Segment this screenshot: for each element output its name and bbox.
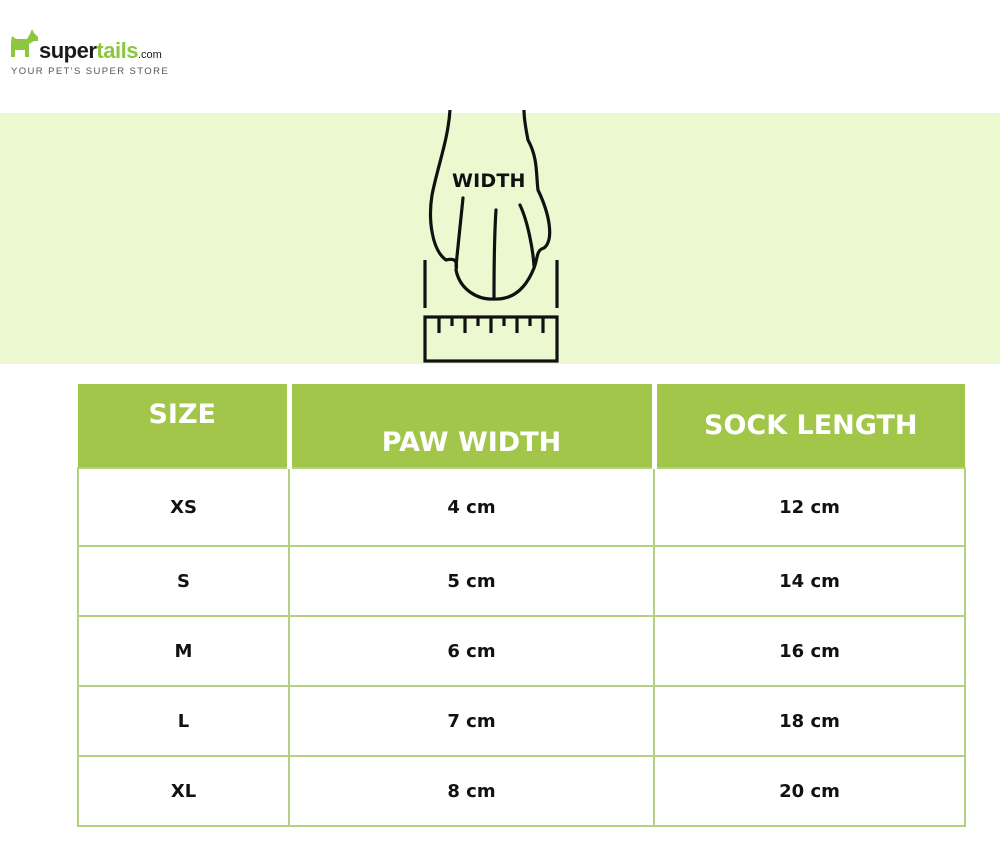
paw-outline-icon <box>431 110 550 299</box>
column-header-sock-length: SOCK LENGTH <box>654 384 965 468</box>
paw-measurement-illustration <box>418 110 568 366</box>
table-row <box>78 756 965 826</box>
sock-length-cell: 20 cm <box>654 756 965 826</box>
ruler-icon <box>425 260 557 361</box>
size-cell: XS <box>78 468 289 546</box>
paw-width-cell: 8 cm <box>289 756 654 826</box>
table-row <box>78 616 965 686</box>
paw-width-cell: 6 cm <box>289 616 654 686</box>
brand-name-prefix: super <box>39 38 97 63</box>
table-header-row <box>78 384 965 468</box>
dog-logo-icon <box>8 28 42 62</box>
sock-length-cell: 12 cm <box>654 468 965 546</box>
sock-length-cell: 14 cm <box>654 546 965 616</box>
size-cell: M <box>78 616 289 686</box>
sock-length-cell: 16 cm <box>654 616 965 686</box>
brand-wordmark <box>39 38 162 64</box>
size-cell: XL <box>78 756 289 826</box>
table-row <box>78 468 965 546</box>
brand-tagline: YOUR PET'S SUPER STORE <box>11 66 170 77</box>
sock-length-cell: 18 cm <box>654 686 965 756</box>
width-label: WIDTH <box>452 170 526 192</box>
column-header-paw-width: PAW WIDTH <box>289 384 654 468</box>
paw-width-cell: 7 cm <box>289 686 654 756</box>
brand-domain: .com <box>137 49 162 61</box>
paw-width-cell: 5 cm <box>289 546 654 616</box>
size-cell: S <box>78 546 289 616</box>
brand-name-suffix: tails <box>96 38 138 63</box>
table-row <box>78 546 965 616</box>
size-cell: L <box>78 686 289 756</box>
size-chart-table <box>77 384 966 827</box>
paw-width-cell: 4 cm <box>289 468 654 546</box>
table-row <box>78 686 965 756</box>
brand-logo <box>8 28 178 80</box>
column-header-size: SIZE <box>78 384 289 468</box>
